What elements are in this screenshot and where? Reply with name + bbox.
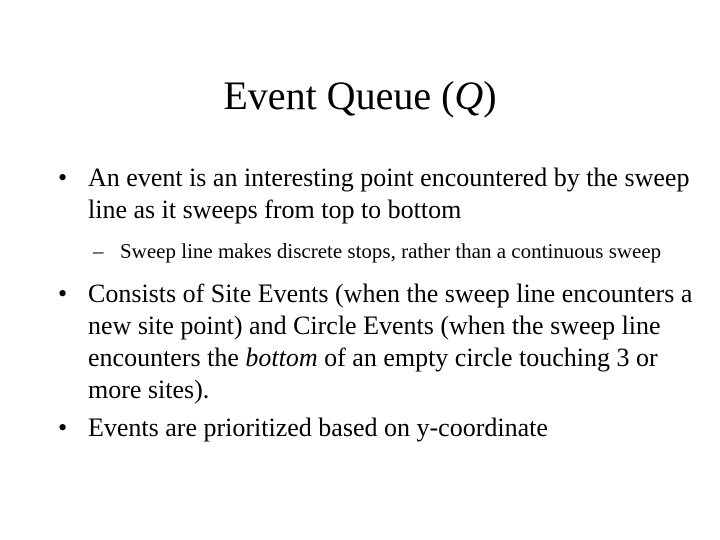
bullet-event-definition — [58, 162, 698, 226]
bullet-marker: • — [58, 413, 68, 442]
sub-bullet-discrete-stops — [58, 238, 698, 264]
sub-bullet-text: Sweep line makes discrete stops, rather than a continuous sweep — [120, 239, 662, 263]
bullet-marker: • — [58, 163, 68, 192]
slide-title — [0, 72, 720, 120]
bullet-text-part2: of an empty circle touching 3 or more sites). — [88, 343, 658, 404]
bullet-site-circle-events — [58, 278, 698, 406]
title-italic-q: Q — [454, 73, 484, 118]
sub-bullet-marker: – — [93, 239, 104, 263]
slide-content — [58, 162, 698, 444]
bullet-text: An event is an interesting point encountered by the sweep line as it sweeps from top to bottom — [88, 163, 690, 224]
title-close-paren: ) — [483, 73, 497, 118]
bullet-text-part1: Consists of Site Events (when the sweep line encounters a new site point) and Circle Events (when the sweep line encounters the — [88, 279, 693, 372]
bullet-priority — [58, 412, 698, 444]
bullet-text: Events are prioritized based on y-coordinate — [88, 413, 548, 442]
bullet-marker: • — [58, 279, 68, 308]
title-main-text: Event Queue ( — [223, 73, 455, 118]
bullet-text-italic: bottom — [245, 343, 318, 372]
